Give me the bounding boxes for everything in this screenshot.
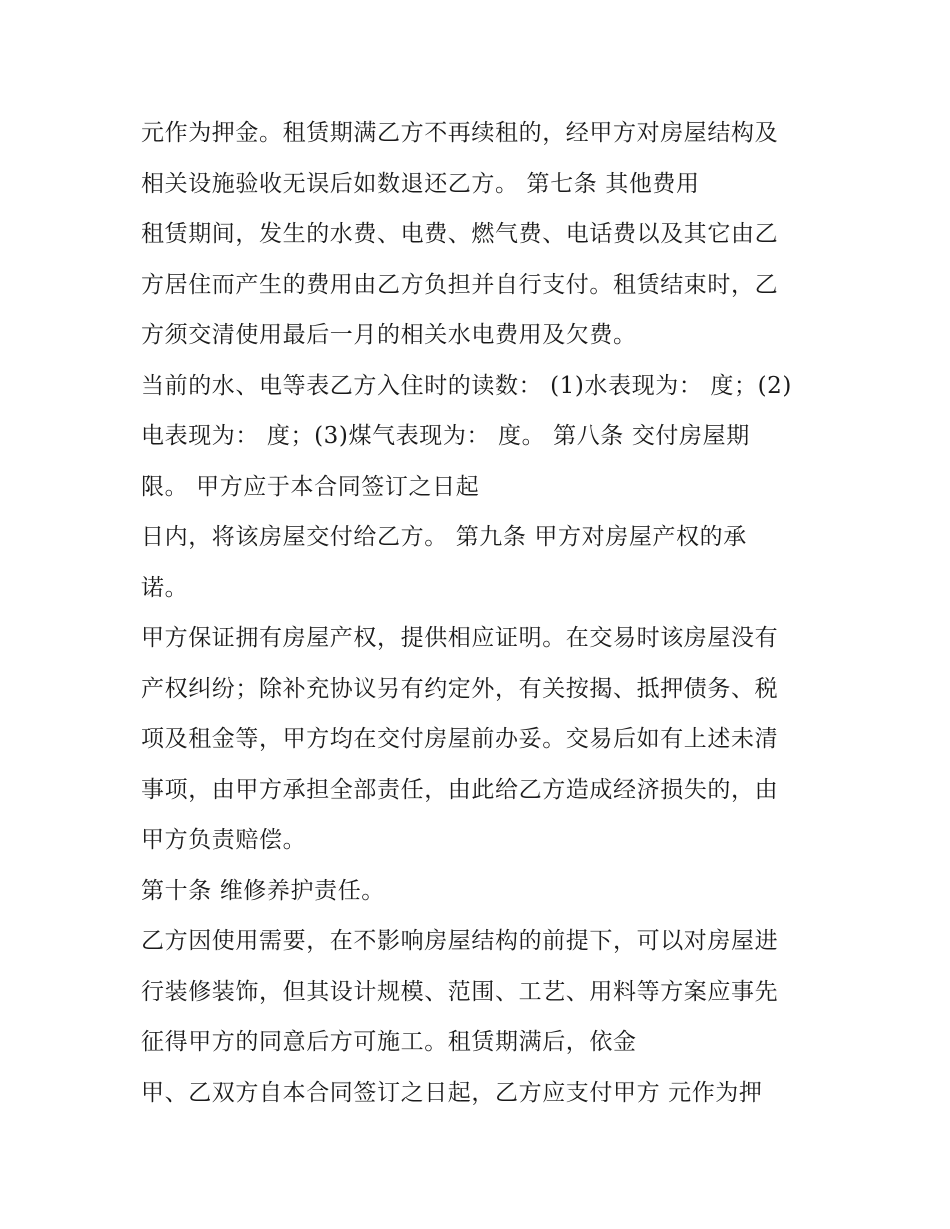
text-line: 项及租金等，甲方均在交付房屋前办妥。交易后如有上述未清 [141,726,779,752]
text-line: 甲、乙双方自本合同签订之日起，乙方应支付甲方 元作为押 [141,1079,763,1106]
text-line: 当前的水、电等表乙方入住时的读数： (1)水表现为： 度；(2) [141,372,792,399]
text-line: 元作为押金。租赁期满乙方不再续租的，经甲方对房屋结构及 [141,120,779,146]
text-line: 甲方负责赔偿。 [141,827,307,853]
text-line: 事项，由甲方承担全部责任，由此给乙方造成经济损失的，由 [141,776,779,803]
document-body [141,108,831,1118]
text-line: 方居住而产生的费用由乙方负担并自行支付。租赁结束时，乙 [141,271,779,298]
text-line: 相关设施验收无误后如数退还乙方。 第七条 其他费用 [141,170,700,197]
text-line: 租赁期间，发生的水费、电费、燃气费、电话费以及其它由乙 [141,221,779,247]
text-line: 产权纠纷；除补充协议另有约定外，有关按揭、抵押债务、税 [141,675,779,702]
text-line: 行装修装饰，但其设计规模、范围、工艺、用料等方案应事先 [141,978,779,1005]
text-line: 诺。 [141,574,189,601]
text-line: 限。 甲方应于本合同签订之日起 [141,473,480,500]
text-line: 日内，将该房屋交付给乙方。 第九条 甲方对房屋产权的承 [141,524,747,550]
text-line: 电表现为： 度；(3)煤气表现为： 度。 第八条 交付房屋期 [141,423,750,449]
text-line: 方须交清使用最后一月的相关水电费用及欠费。 [141,322,637,348]
text-line: 征得甲方的同意后方可施工。租赁期满后，依金 [141,1029,637,1055]
text-line: 第十条 维修养护责任。 [141,877,385,904]
text-line: 甲方保证拥有房屋产权，提供相应证明。在交易时该房屋没有 [141,625,779,651]
text-line: 乙方因使用需要，在不影响房屋结构的前提下，可以对房屋进 [141,928,779,954]
